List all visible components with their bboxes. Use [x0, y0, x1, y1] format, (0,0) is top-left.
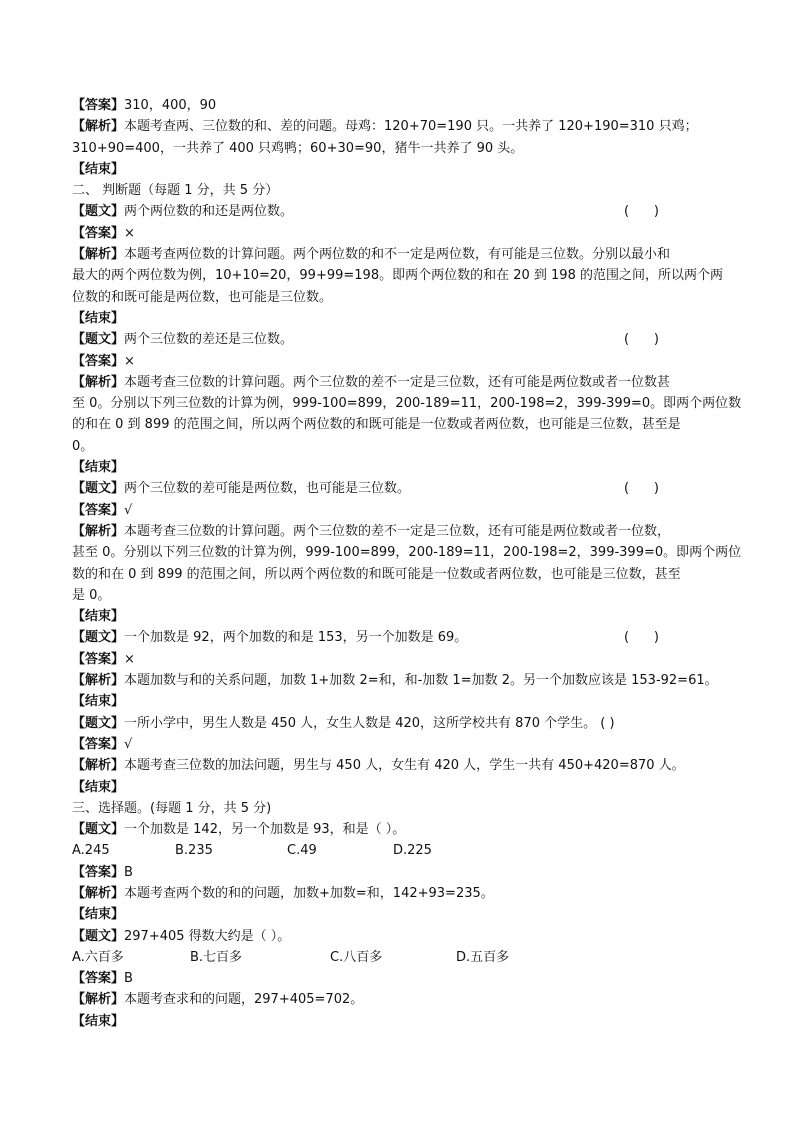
question-tag: 【题文】 [72, 928, 125, 944]
analysis-text: 本题考查两位数的计算问题。两个两位数的和不一定是两位数，有可能是三位数。分别以最小和 [124, 247, 671, 263]
answer-tag: 【答案】 [72, 502, 125, 518]
analysis-line [72, 372, 732, 393]
answer-text: √ [124, 502, 133, 518]
end-line [72, 457, 732, 478]
answer-text: B [124, 864, 133, 880]
analysis-line [72, 989, 732, 1010]
question-text: 一个加数是 92，两个加数的和是 153，另一个加数是 69。 [124, 630, 468, 646]
answer-blank: ( ) [624, 630, 659, 646]
analysis-text: 本题加数与和的关系问题，加数 1+加数 2=和，和-加数 1=加数 2。另一个加数应该是 153-92=61。 [124, 673, 718, 689]
option-b: B.七百多 [190, 949, 243, 965]
document-page [72, 95, 742, 1032]
answer-tag: 【答案】 [72, 864, 125, 880]
analysis-text: 本题考查三位数的计算问题。两个三位数的差不一定是三位数，还有可能是两位数或者一位数， [124, 523, 671, 539]
section-title: 三、选择题。(每题 1 分，共 5 分) [72, 800, 272, 816]
option-b: B.235 [175, 843, 213, 859]
end-line [72, 308, 732, 329]
analysis-line [72, 244, 732, 265]
end-tag: 【结束】 [72, 1013, 125, 1029]
question-text: 两个三位数的差还是三位数。 [124, 332, 294, 348]
end-tag: 【结束】 [72, 161, 125, 177]
analysis-text: 数的和在 0 到 899 的范围之间，所以两个两位数的和既可能是一位数或者两位数，也可能是三位数，甚至 [72, 566, 681, 582]
question-text: 297+405 得数大约是（ ）。 [124, 928, 291, 944]
analysis-text: 最大的两个两位数为例，10+10=20，99+99=198。即两个两位数的和在 20 到 198 的范围之间，所以两个两 [72, 268, 723, 284]
options-row [72, 947, 732, 968]
question-line [72, 926, 732, 947]
answer-tag: 【答案】 [72, 736, 125, 752]
answer-line [72, 734, 732, 755]
end-line [72, 904, 732, 925]
end-tag: 【结束】 [72, 460, 125, 476]
end-line [72, 1011, 732, 1032]
answer-text: × [124, 225, 135, 241]
answer-blank: ( ) [624, 204, 659, 220]
answer-text: √ [124, 736, 133, 752]
question-line [72, 201, 732, 222]
answer-line [72, 968, 732, 989]
analysis-text: 位数的和既可能是两位数，也可能是三位数。 [72, 289, 333, 305]
analysis-line [72, 265, 732, 286]
end-line [72, 691, 732, 712]
option-d: D.五百多 [456, 949, 510, 965]
question-tag: 【题文】 [72, 481, 125, 497]
answer-text: × [124, 353, 135, 369]
answer-tag: 【答案】 [72, 225, 125, 241]
end-tag: 【结束】 [72, 907, 125, 923]
end-tag: 【结束】 [72, 609, 125, 625]
option-a: A.245 [72, 843, 110, 859]
analysis-text: 本题考查两个数的和的问题，加数+加数=和，142+93=235。 [124, 885, 494, 901]
answer-line [72, 95, 732, 116]
analysis-line [72, 755, 732, 776]
analysis-text: 的和在 0 到 899 的范围之间，所以两个两位数的和既可能是一位数或者两位数，也可能是三位数，甚至是 [72, 417, 681, 433]
option-c: C.八百多 [330, 949, 383, 965]
analysis-tag: 【解析】 [72, 523, 125, 539]
end-tag: 【结束】 [72, 310, 125, 326]
question-tag: 【题文】 [72, 822, 125, 838]
analysis-tag: 【解析】 [72, 673, 125, 689]
analysis-line [72, 287, 732, 308]
analysis-text: 310+90=400，一共养了 400 只鸡鸭；60+30=90，猪牛一共养了 90 头。 [72, 140, 524, 156]
analysis-tag: 【解析】 [72, 374, 125, 390]
end-line [72, 777, 732, 798]
analysis-text: 0。 [72, 438, 94, 454]
analysis-text: 本题考查三位数的加法问题，男生与 450 人，女生有 420 人，学生一共有 450+420=870 人。 [124, 758, 685, 774]
analysis-line [72, 393, 742, 414]
option-c: C.49 [287, 843, 317, 859]
answer-line [72, 351, 732, 372]
question-text: 一个加数是 142，另一个加数是 93，和是（ ）。 [124, 822, 406, 838]
analysis-line [72, 585, 732, 606]
analysis-tag: 【解析】 [72, 119, 125, 135]
analysis-line [72, 521, 732, 542]
question-line [72, 713, 732, 734]
question-text: 一所小学中，男生人数是 450 人，女生人数是 420，这所学校共有 870 个学生。 ( ) [124, 715, 615, 731]
end-tag: 【结束】 [72, 694, 125, 710]
analysis-line [72, 564, 732, 585]
answer-line [72, 223, 732, 244]
question-tag: 【题文】 [72, 332, 125, 348]
question-tag: 【题文】 [72, 204, 125, 220]
answer-line [72, 862, 732, 883]
answer-line [72, 649, 732, 670]
analysis-tag: 【解析】 [72, 758, 125, 774]
analysis-line [72, 542, 742, 563]
analysis-line [72, 436, 732, 457]
answer-tag: 【答案】 [72, 971, 125, 987]
option-d: D.225 [393, 843, 432, 859]
answer-text: × [124, 651, 135, 667]
question-text: 两个两位数的和还是两位数。 [124, 204, 294, 220]
analysis-line [72, 138, 732, 159]
answer-blank: ( ) [624, 332, 659, 348]
answer-text: B [124, 971, 133, 987]
answer-tag: 【答案】 [72, 98, 125, 113]
end-tag: 【结束】 [72, 779, 125, 795]
analysis-text: 本题考查三位数的计算问题。两个三位数的差不一定是三位数，还有可能是两位数或者一位数甚 [124, 374, 671, 390]
question-line [72, 329, 732, 350]
analysis-text: 本题考查求和的问题，297+405=702。 [124, 992, 364, 1008]
question-line [72, 627, 732, 648]
question-tag: 【题文】 [72, 630, 125, 646]
analysis-line [72, 883, 732, 904]
analysis-line [72, 670, 732, 691]
analysis-text: 本题考查两、三位数的和、差的问题。母鸡：120+70=190 只。一共养了 120+190=310 只鸡； [124, 119, 698, 135]
answer-tag: 【答案】 [72, 651, 125, 667]
analysis-text: 是 0。 [72, 587, 111, 603]
answer-tag: 【答案】 [72, 353, 125, 369]
question-text: 两个三位数的差可能是两位数，也可能是三位数。 [124, 481, 411, 497]
end-line [72, 159, 732, 180]
analysis-text: 甚至 0。分别以下列三位数的计算为例，999-100=899，200-189=11，200-198=2，399-399=0。即两个两位 [72, 545, 742, 561]
answer-text: 310，400，90 [124, 98, 217, 113]
analysis-tag: 【解析】 [72, 885, 125, 901]
analysis-tag: 【解析】 [72, 992, 125, 1008]
question-tag: 【题文】 [72, 715, 125, 731]
analysis-text: 至 0。分别以下列三位数的计算为例，999-100=899，200-189=11，200-198=2，399-399=0。即两个两位数 [72, 396, 742, 412]
options-row [72, 840, 732, 861]
question-line [72, 478, 732, 499]
analysis-line [72, 414, 732, 435]
answer-blank: ( ) [624, 481, 659, 497]
analysis-line [72, 116, 732, 137]
option-a: A.六百多 [72, 949, 124, 965]
question-line [72, 819, 732, 840]
section-title: 二、 判断题（每题 1 分，共 5 分） [72, 183, 279, 199]
analysis-tag: 【解析】 [72, 247, 125, 263]
end-line [72, 606, 732, 627]
answer-line [72, 500, 732, 521]
